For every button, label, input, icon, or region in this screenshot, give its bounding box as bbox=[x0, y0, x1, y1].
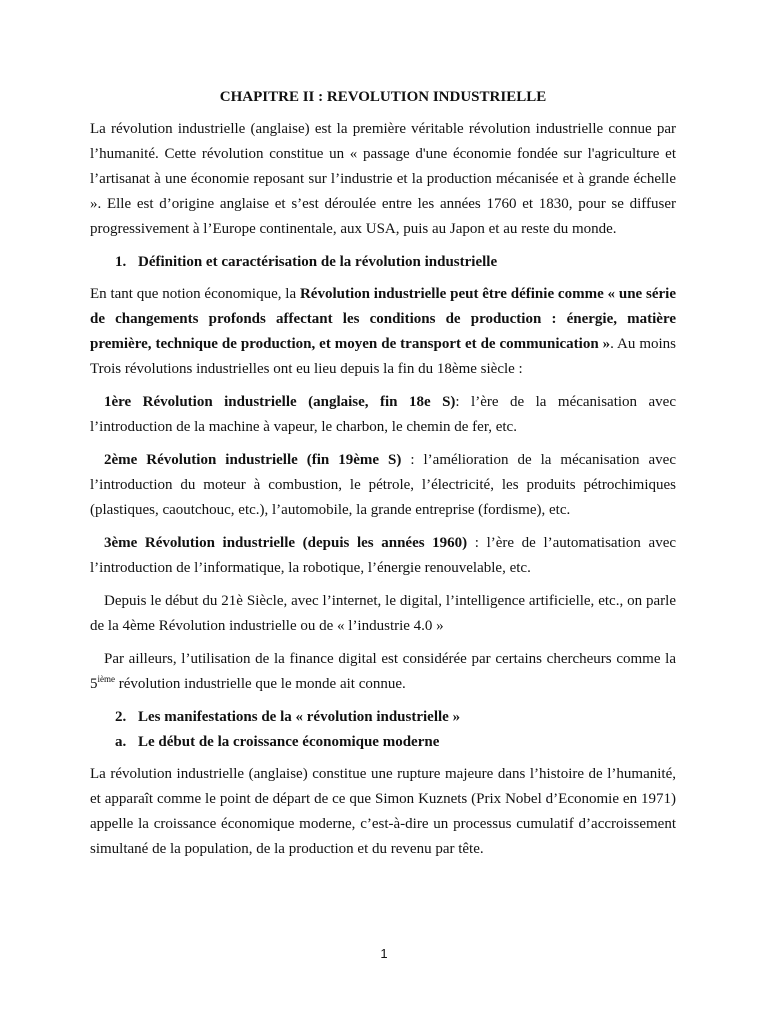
section-2-number: 2. bbox=[115, 709, 127, 725]
subsection-a-heading bbox=[90, 730, 676, 755]
section-2-title: Les manifestations de la « révolution industrielle » bbox=[138, 709, 461, 725]
bullet-item-5 bbox=[90, 647, 676, 697]
section-1-number: 1. bbox=[115, 254, 127, 270]
bullet-item-2-text: : l’amélioration de la mécanisation avec l’introduction du moteur à combustion, le pétrole, l’électricité, les produits pétrochimiques (plastiques, caoutchouc, etc.), l’automobile, la grande entreprise (fordisme), etc. bbox=[90, 452, 676, 518]
bullet-item-5-start: Par ailleurs, l’utilisation de la finance digital est considérée par certains chercheurs comme la 5 bbox=[90, 651, 676, 692]
bullet-item-3 bbox=[90, 531, 676, 581]
growth-paragraph: La révolution industrielle (anglaise) constitue une rupture majeure dans l’histoire de l’humanité, et apparaît comme le point de départ de ce que Simon Kuznets (Prix Nobel d’Economie en 1971) appelle la croissance économique moderne, c’est-à-dire un processus cumulatif d’accroissement simultané de la population, de la production et du revenu par tête. bbox=[90, 766, 676, 857]
subsection-a-letter: a. bbox=[115, 734, 127, 750]
page-content bbox=[90, 80, 676, 870]
bullet-item-1 bbox=[90, 390, 676, 440]
subsection-a-title: Le début de la croissance économique moderne bbox=[138, 734, 440, 750]
bullet-item-4 bbox=[90, 589, 676, 639]
definition-start: En tant que notion économique, la bbox=[90, 286, 300, 302]
bullet-item-1-bold: 1ère Révolution industrielle (anglaise, fin 18e S) bbox=[104, 394, 456, 410]
bullet-item-4-text: Depuis le début du 21è Siècle, avec l’internet, le digital, l’intelligence artificielle, etc., on parle de la 4ème Révolution industrielle ou de « l’industrie 4.0 » bbox=[90, 593, 676, 634]
definition-bold: Révolution industrielle peut être définie comme « une série de changements profonds affectant les conditions de production : énergie, matière première, technique de production, et moyen de transport et de communication » bbox=[90, 286, 677, 352]
chapter-title: CHAPITRE II : REVOLUTION INDUSTRIELLE bbox=[219, 89, 547, 105]
bullet-item-5-end: révolution industrielle que le monde ait connue. bbox=[115, 676, 406, 692]
definition-end: . Au moins Trois révolutions industrielles ont eu lieu depuis la fin du 18ème siècle : bbox=[90, 336, 676, 377]
page-number: 1 bbox=[380, 946, 388, 961]
intro-paragraph: La révolution industrielle (anglaise) est la première véritable révolution industrielle connue par l’humanité. Cette révolution constitue un « passage d'une économie fondée sur l'agriculture et l’artisanat à une économie reposant sur l’industrie et la production mécanisée et à grande échelle ». Elle est d’origine anglaise et s’est déroulée entre les années 1760 et 1830, pour se diffuser progressivement à l’Europe continentale, aux USA, puis au Japon et au reste du monde. bbox=[90, 121, 676, 237]
bullet-item-2-bold: 2ème Révolution industrielle (fin 19ème S) bbox=[104, 452, 402, 468]
bullet-item-5-superscript: ième bbox=[97, 674, 115, 684]
section-2-heading bbox=[90, 705, 676, 730]
bullet-item-3-text: : l’ère de l’automatisation avec l’introduction de l’informatique, la robotique, l’énergie renouvelable, etc. bbox=[90, 535, 677, 576]
definition-paragraph bbox=[90, 282, 676, 382]
bullet-item-3-bold: 3ème Révolution industrielle (depuis les années 1960) bbox=[104, 535, 468, 551]
bullet-item-1-text: : l’ère de la mécanisation avec l’introduction de la machine à vapeur, le charbon, le chemin de fer, etc. bbox=[90, 394, 676, 435]
section-1-title: Définition et caractérisation de la révolution industrielle bbox=[138, 254, 498, 270]
bullet-item-2 bbox=[90, 448, 676, 523]
section-1-heading bbox=[90, 250, 676, 275]
